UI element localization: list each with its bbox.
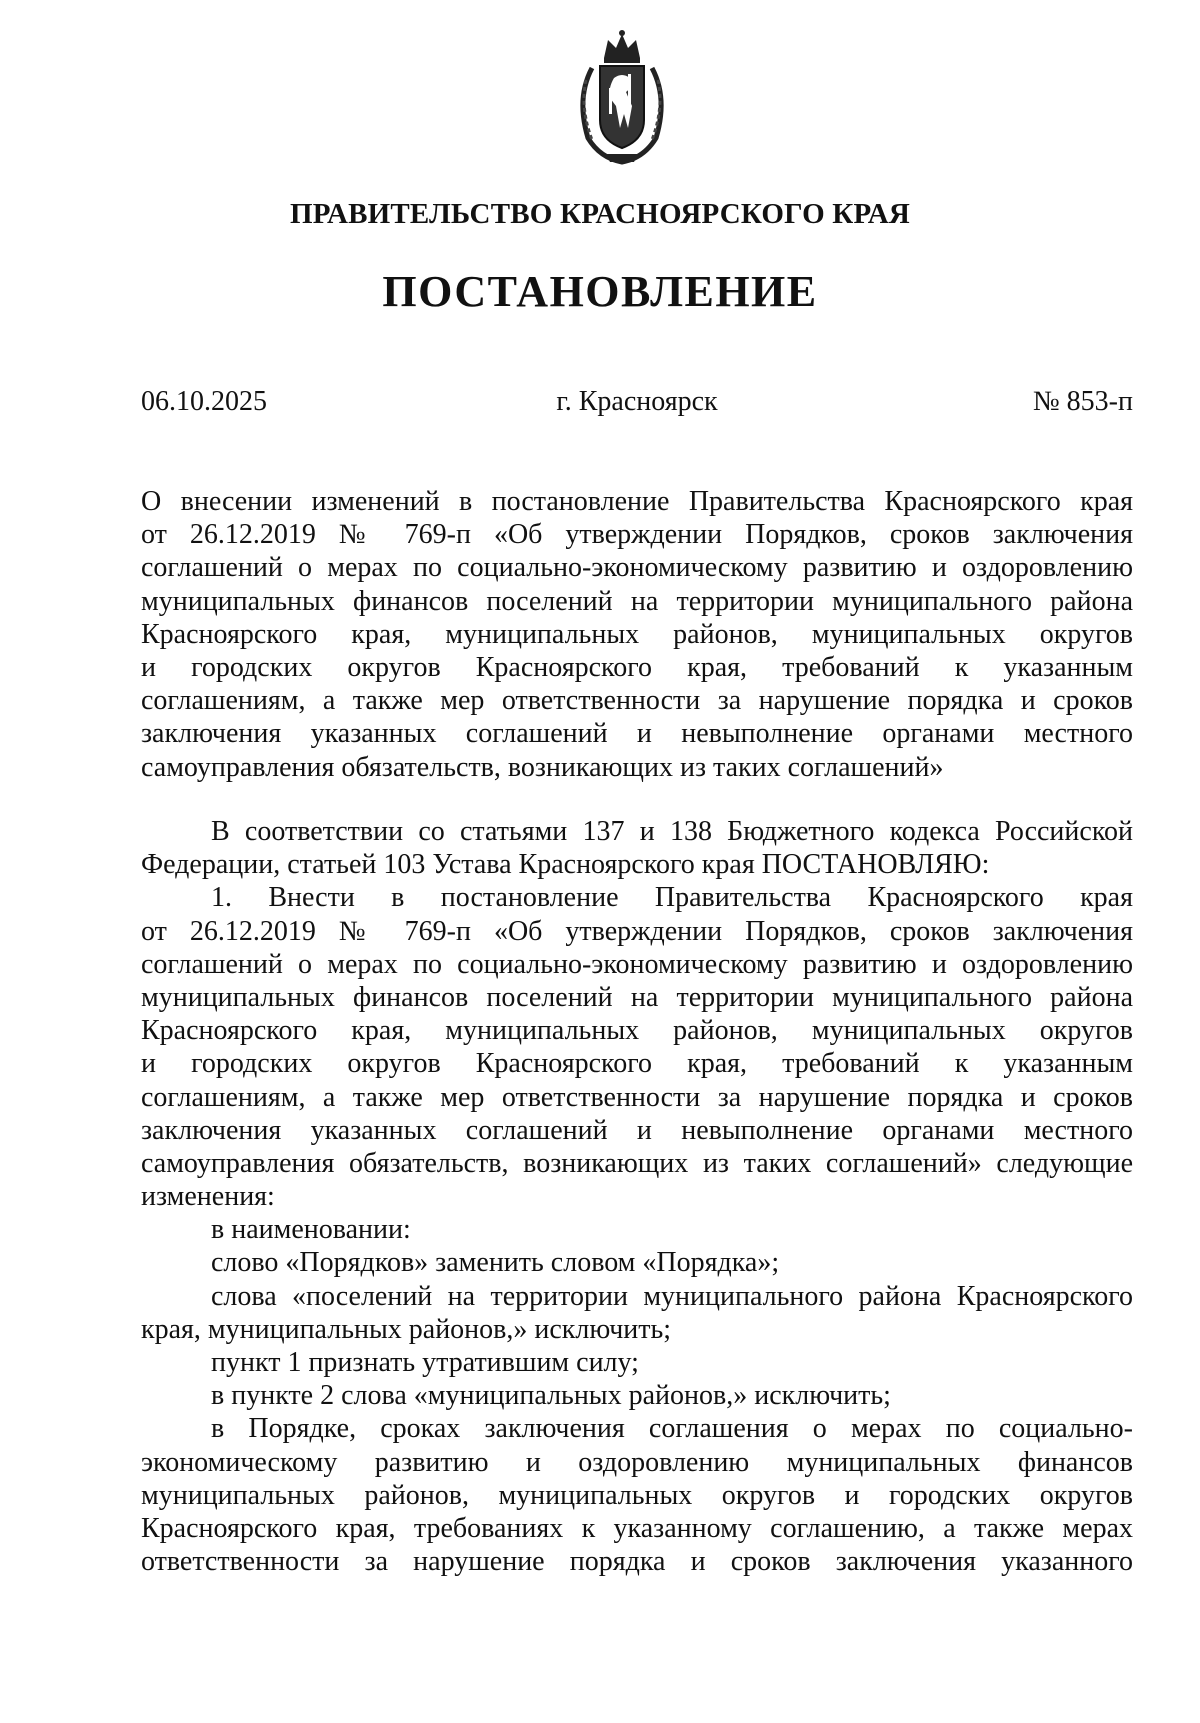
body-line: в Порядке, сроках заключения соглашения о мерах по социально- bbox=[211, 1413, 1133, 1445]
document-meta-row bbox=[141, 386, 1133, 422]
body-line: Красноярского края, требованиях к указанному соглашению, а также мерах bbox=[141, 1512, 1133, 1544]
body-line: изменения: bbox=[141, 1181, 275, 1213]
body-line: пункт 1 признать утратившим силу; bbox=[211, 1347, 639, 1378]
body-line: 1. Внести в постановление Правительства Красноярского края bbox=[211, 882, 1133, 914]
body-line: соглашений о мерах по социально-экономическому развитию и оздоровлению bbox=[141, 948, 1133, 980]
body-line: ответственности за нарушение порядка и сроков заключения указанного bbox=[141, 1546, 1133, 1578]
body-line: заключения указанных соглашений и невыполнение органами местного bbox=[141, 1114, 1133, 1146]
body-line: Федерации, статьей 103 Устава Красноярского края ПОСТАНОВЛЯЮ: bbox=[141, 849, 990, 881]
body-line: В соответствии со статьями 137 и 138 Бюджетного кодекса Российской bbox=[211, 816, 1133, 847]
document-city: г. Красноярск bbox=[556, 386, 718, 417]
subject-line: О внесении изменений в постановление Правительства Красноярского края bbox=[141, 486, 1133, 517]
body-line: и городских округов Красноярского края, требований к указанным bbox=[141, 1048, 1133, 1080]
body-line: соглашениям, а также мер ответственности за нарушение порядка и сроков bbox=[141, 1081, 1133, 1113]
body-line: Красноярского края, муниципальных районов, муниципальных округов bbox=[141, 1015, 1133, 1047]
organization-title: ПРАВИТЕЛЬСТВО КРАСНОЯРСКОГО КРАЯ bbox=[289, 198, 911, 230]
subject-line: муниципальных финансов поселений на территории муниципального района bbox=[141, 585, 1133, 617]
subject-line: Красноярского края, муниципальных районов, муниципальных округов bbox=[141, 618, 1133, 650]
subject-line: самоуправления обязательств, возникающих из таких соглашений» bbox=[141, 751, 944, 783]
document-subject bbox=[141, 485, 1133, 784]
krasnoyarsk-coat-of-arms-icon bbox=[570, 28, 674, 166]
document-type-title: ПОСТАНОВЛЕНИЕ bbox=[382, 267, 818, 316]
document-body bbox=[141, 815, 1133, 1578]
body-line: края, муниципальных районов,» исключить; bbox=[141, 1313, 672, 1345]
body-line: в пункте 2 слова «муниципальных районов,» исключить; bbox=[211, 1380, 891, 1412]
body-line: слово «Порядков» заменить словом «Порядка»; bbox=[211, 1247, 780, 1279]
document-date: 06.10.2025 bbox=[141, 386, 267, 417]
subject-line: и городских округов Красноярского края, требований к указанным bbox=[141, 651, 1133, 683]
document-number: № 853-п bbox=[1032, 386, 1133, 417]
body-line: слова «поселений на территории муниципального района Красноярского bbox=[211, 1280, 1133, 1312]
body-line: муниципальных финансов поселений на территории муниципального района bbox=[141, 981, 1133, 1013]
subject-line: от 26.12.2019 № 769-п «Об утверждении Порядков, сроков заключения bbox=[141, 519, 1133, 551]
body-line: от 26.12.2019 № 769-п «Об утверждении Порядков, сроков заключения bbox=[141, 915, 1133, 947]
body-line: экономическому развитию и оздоровлению муниципальных финансов bbox=[141, 1446, 1133, 1478]
body-line: самоуправления обязательств, возникающих из таких соглашений» следующие bbox=[141, 1147, 1133, 1179]
body-line: муниципальных районов, муниципальных округов и городских округов bbox=[141, 1479, 1133, 1511]
subject-line: соглашениям, а также мер ответственности за нарушение порядка и сроков bbox=[141, 685, 1133, 717]
subject-line: заключения указанных соглашений и невыполнение органами местного bbox=[141, 718, 1133, 750]
subject-line: соглашений о мерах по социально-экономическому развитию и оздоровлению bbox=[141, 552, 1133, 584]
body-line: в наименовании: bbox=[211, 1214, 411, 1246]
